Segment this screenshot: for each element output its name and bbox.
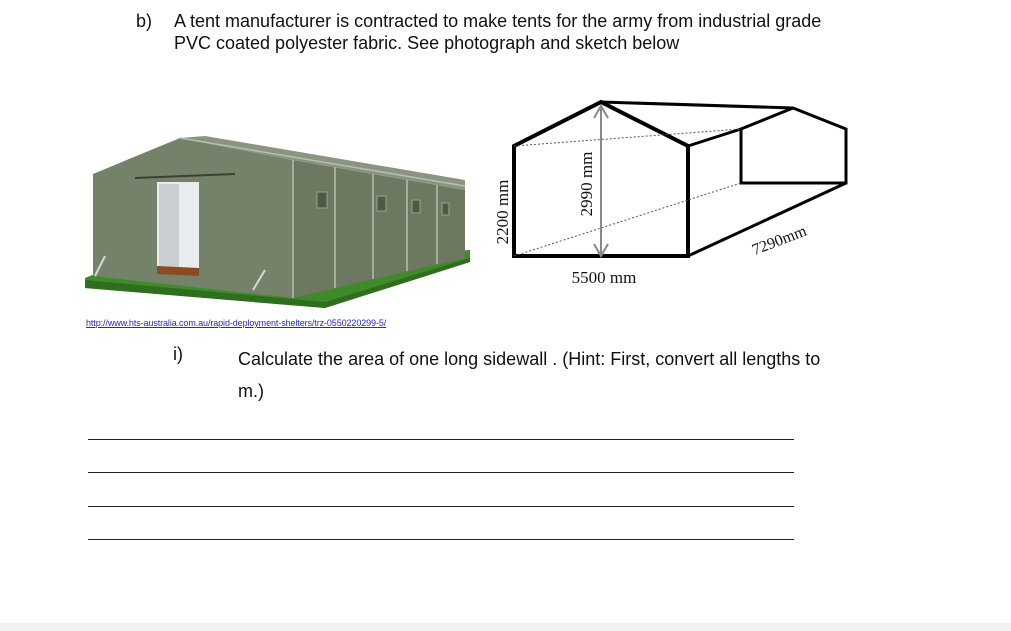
question-b-line-2: PVC coated polyester fabric. See photograph and sketch below bbox=[174, 33, 680, 53]
question-b-line-1: A tent manufacturer is contracted to make tents for the army from industrial grade bbox=[174, 11, 822, 31]
question-i-line-1: Calculate the area of one long sidewall . (Hint: First, convert all lengths to bbox=[238, 349, 821, 369]
question-b-label: b) bbox=[136, 11, 153, 31]
answer-line-2[interactable] bbox=[88, 472, 794, 473]
wall-height-label: 2200 mm bbox=[493, 179, 512, 245]
ridge-height-arrow bbox=[594, 106, 608, 256]
tent-sketch-diagram bbox=[488, 94, 858, 294]
sketch-back-gable bbox=[741, 108, 846, 183]
tent-photograph bbox=[85, 130, 470, 310]
answer-line-3[interactable] bbox=[88, 506, 794, 507]
question-i-label: i) bbox=[173, 344, 183, 364]
ridge-height-label: 2990 mm bbox=[577, 151, 596, 217]
answer-line-4[interactable] bbox=[88, 539, 794, 540]
question-i-text bbox=[238, 343, 888, 407]
width-label: 5500 mm bbox=[571, 268, 637, 287]
photo-source-link[interactable]: http://www.hts-australia.com.au/rapid-deployment-shelters/trz-0550220299-5/ bbox=[86, 318, 387, 328]
question-b-text bbox=[174, 10, 914, 54]
page-bottom-edge bbox=[0, 623, 1011, 631]
length-label: 7290mm bbox=[749, 222, 809, 259]
question-i-line-2: m.) bbox=[238, 381, 264, 401]
answer-line-1[interactable] bbox=[88, 439, 794, 440]
